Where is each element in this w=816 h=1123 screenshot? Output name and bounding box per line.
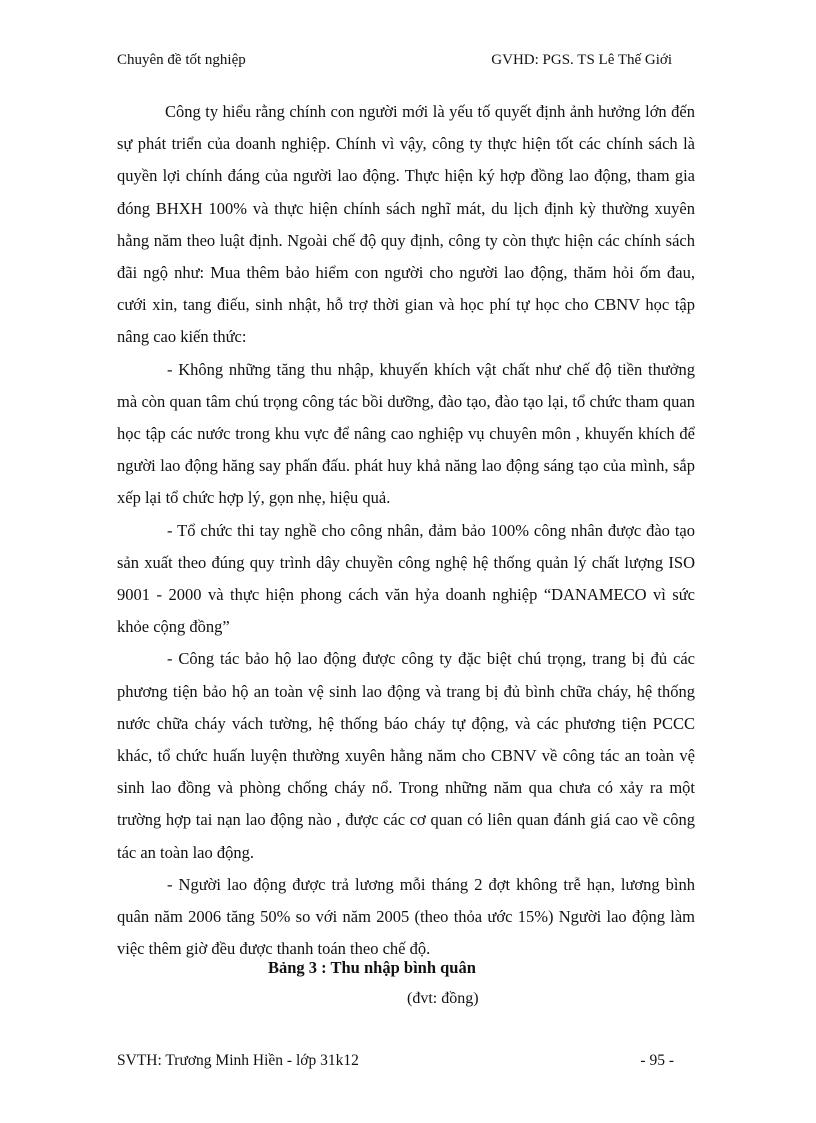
paragraph-intro: Công ty hiểu rằng chính con người mới là yếu tố quyết định ảnh hưởng lớn đến sự phát triển của doanh nghiệp. Chính vì vậy, công ty thực hiện tốt các chính sách là quyền lợi chính đáng của người lao động. Thực hiện ký hợp đồng lao động, tham gia đóng BHXH 100% và thực hiện chính sách nghĩ mát, du lịch định kỳ thường xuyên hằng năm theo luật định. Ngoài chế độ quy định, công ty còn thực hiện các chính sách đãi ngộ như: Mua thêm bảo hiểm con người cho người lao động, thăm hỏi ốm đau, cưới xin, tang điếu, sinh nhật, hỗ trợ thời gian và học phí tự học cho CBNV học tập nâng cao kiến thức: — [117, 102, 695, 347]
page-footer — [117, 1052, 674, 1072]
header-advisor: GVHD: PGS. TS Lê Thế Giới — [491, 52, 672, 68]
bullet-salary: - Người lao động được trả lương mỗi tháng 2 đợt không trễ hạn, lương bình quân năm 2006 tăng 50% so với năm 2005 (theo thỏa ước 15%) Người lao động làm việc thêm giờ đều được thanh toán theo chế độ. — [117, 874, 695, 959]
table-unit: (đvt: đồng) — [407, 990, 479, 1007]
body-text — [117, 96, 695, 965]
footer-author: SVTH: Trương Minh Hiền - lớp 31k12 — [117, 1052, 359, 1069]
header-document-type: Chuyên đề tốt nghiệp — [117, 52, 246, 68]
bullet-income-training: - Không những tăng thu nhập, khuyến khích vật chất như chế độ tiền thưởng mà còn quan tâm chú trọng công tác bồi dưỡng, đào tạo, đào tạo lại, tổ chức tham quan học tập các nước trong khu vực để nâng cao nghiệp vụ chuyên môn , khuyến khích để người lao động hăng say phấn đấu. phát huy khả năng lao động sáng tạo của mình, sắp xếp lại tổ chức hợp lý, gọn nhẹ, hiệu quả. — [117, 359, 695, 508]
bullet-skill-contest: - Tổ chức thi tay nghề cho công nhân, đảm bảo 100% công nhân được đào tạo sản xuất theo đúng quy trình dây chuyền công nghệ hệ thống quản lý chất lượng ISO 9001 - 2000 và thực hiện phong cách văn hỷa doanh nghiệp “DANAMECO vì sức khỏe cộng đồng” — [117, 520, 695, 637]
page-number: - 95 - — [640, 1052, 674, 1069]
bullet-labor-protection: - Công tác bảo hộ lao động được công ty đặc biệt chú trọng, trang bị đủ các phương tiện bảo hộ an toàn vệ sinh lao động và trang bị đủ bình chữa cháy, hệ thống nước chữa cháy vách tường, hệ thống báo cháy tự động, và các phương tiện PCCC khác, tổ chức huấn luyện thường xuyên hằng năm cho CBNV về công tác an toàn vệ sinh lao đồng và phòng chống cháy nổ. Trong những năm qua chưa có xảy ra một trường hợp tai nạn lao động nào , được các cơ quan có liên quan đánh giá cao về công tác an toàn lao động. — [117, 649, 695, 862]
page-header — [117, 52, 672, 72]
table-title: Bảng 3 : Thu nhập bình quân — [268, 958, 476, 977]
